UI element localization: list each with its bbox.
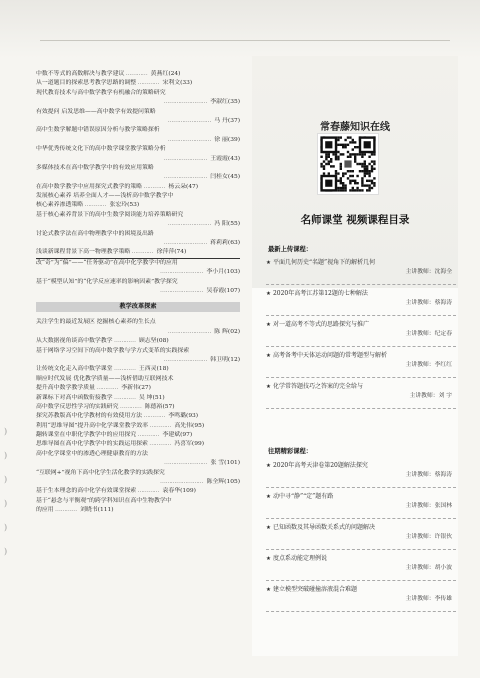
- toc-entry[interactable]: [36, 440, 240, 449]
- latest-courses-list: [266, 258, 456, 413]
- star-icon: ★: [266, 353, 271, 359]
- toc-entry[interactable]: [36, 126, 240, 135]
- course-item[interactable]: [266, 461, 456, 492]
- star-icon: ★: [266, 556, 271, 562]
- toc-entry-page: 张宏玲(53): [109, 202, 140, 209]
- toc-entry[interactable]: [36, 278, 240, 287]
- star-icon: ★: [266, 587, 271, 593]
- toc-entry-page: 蒋莉莉(63): [210, 240, 240, 247]
- toc-entry-title: 提升高中数学教学质量: [36, 385, 95, 392]
- toc-entry-title: 利用“思维导图”提升高中化学课堂教学效率: [36, 422, 149, 429]
- star-icon: ★: [266, 494, 271, 500]
- toc-leader-dots: …………: [136, 80, 161, 87]
- toc-entry-title: 基于核心素养背景下的高中生数学阅读能力培养策略研究: [36, 211, 184, 218]
- course-teacher: 主讲教师：许银伙: [405, 534, 452, 540]
- toc-entry-title: 基于网络学习空间下的高中数学教与学方式变革的实践探索: [36, 347, 190, 354]
- toc-entry[interactable]: [36, 337, 240, 346]
- toc-entry-title: 思维导图在高中化学教学中的实践运用探索: [36, 441, 148, 448]
- toc-entry[interactable]: [36, 422, 240, 431]
- toc-entry-title: 有效提问 启发思维——高中数学有效提问策略: [36, 108, 156, 115]
- course-title: 平面几何历史“名题”视角下的解析几何: [272, 259, 376, 266]
- course-teacher: 主讲教师：沈海全: [405, 269, 452, 275]
- toc-entry-page: 李淑红(35): [210, 99, 240, 106]
- toc-leader-dots: ……………………: [163, 240, 209, 247]
- toc-entry-title: “互联网+”视角下高中化学生活化教学的实践探究: [36, 469, 165, 476]
- binding-marks: ) ) ) ) ) ): [4, 427, 8, 556]
- toc-leader-dots: ……………………: [159, 269, 205, 276]
- toc-leader-dots: ……………………: [159, 479, 205, 486]
- toc-entry-page: 刘晓书(111): [79, 507, 114, 514]
- toc-entry[interactable]: [36, 248, 240, 258]
- star-icon: ★: [266, 463, 271, 469]
- toc-entry[interactable]: [36, 145, 240, 154]
- toc-entry-page: 宋利文(33): [162, 80, 193, 87]
- toc-leader-dots: …………: [130, 249, 155, 256]
- toc-entry[interactable]: [36, 375, 240, 384]
- toc-entry[interactable]: [36, 192, 240, 201]
- toc-entry-page: 李鸣璐(93): [168, 413, 199, 420]
- toc-entry-page: 马 丹(37): [214, 117, 240, 124]
- toc-entry-page: 冯 阳(55): [214, 221, 240, 228]
- toc-entry[interactable]: [36, 394, 240, 403]
- qr-code-icon[interactable]: [317, 133, 379, 195]
- star-icon: ★: [266, 260, 271, 266]
- toc-entry-title: 基于“悬念与平衡观”的跨学科知识在高中生物教学中: [36, 497, 172, 504]
- toc-entry-title: 中数不等式的高数解决与教学建议: [36, 71, 125, 77]
- course-teacher: 主讲教师：李传雄: [405, 596, 452, 602]
- toc-entry[interactable]: [36, 230, 240, 239]
- toc-entry[interactable]: [36, 506, 240, 515]
- dashed-divider: [266, 408, 456, 409]
- toc-entry-page: 冯喜军(99): [174, 441, 204, 448]
- toc-entry-page: 徐萍萍(74): [156, 249, 187, 256]
- toc-leader-dots: …………: [142, 183, 167, 190]
- toc-entry[interactable]: [36, 287, 240, 296]
- course-teacher: 主讲教师：李红红: [405, 362, 452, 368]
- dashed-divider: [266, 518, 456, 519]
- toc-entry[interactable]: [36, 497, 240, 506]
- course-item[interactable]: [266, 554, 456, 585]
- toc-entry-title: 现代教育技术与高中数学教学有机融合的策略研究: [36, 89, 166, 96]
- toc-entry-page: 韩卫明(12): [210, 356, 240, 363]
- toc-entry[interactable]: [36, 136, 240, 145]
- toc-entry[interactable]: [36, 89, 240, 98]
- toc-entry[interactable]: [36, 318, 240, 327]
- toc-entry-page: 陈德裕(57): [144, 403, 175, 410]
- toc-entry[interactable]: [36, 220, 240, 229]
- toc-entry[interactable]: [36, 239, 240, 248]
- toc-entry-page: 张 雪(101): [210, 460, 240, 467]
- toc-entry[interactable]: [36, 384, 240, 393]
- latest-courses-heading: 最新上传课程：: [268, 246, 313, 253]
- toc-entry-title: 多媒体技术在高中数学教学中的有效应用策略: [36, 164, 154, 171]
- course-title-line: [266, 585, 456, 595]
- course-title-line: [266, 461, 456, 471]
- toc-entry[interactable]: [36, 155, 240, 164]
- section-heading: 教学改革探索: [36, 302, 240, 312]
- toc-entry-page: 吴春霞(107): [206, 287, 240, 294]
- toc-leader-dots: …………: [148, 422, 173, 429]
- toc-entry[interactable]: [36, 328, 240, 337]
- course-item[interactable]: [266, 523, 456, 554]
- toc-entry-page: 王西灵(18): [138, 366, 169, 373]
- toc-entry-title: 高中生数学解题中错误原因分析与教学策略探析: [36, 127, 160, 134]
- course-item[interactable]: [266, 492, 456, 523]
- toc-leader-dots: ……………………: [163, 155, 209, 162]
- course-teacher: 主讲教师：胡小波: [405, 565, 452, 571]
- toc-entry[interactable]: [36, 201, 240, 210]
- toc-leader-dots: ……………………: [167, 136, 213, 143]
- brand-title: 常春藤知识在线: [320, 122, 390, 133]
- toc-entry-page: 徐 丽(39): [214, 136, 240, 143]
- toc-entry[interactable]: [36, 79, 240, 88]
- toc-entry[interactable]: [36, 412, 240, 421]
- dashed-divider: [266, 611, 456, 612]
- past-courses-list: [266, 461, 456, 616]
- toc-entry-page: 李建斌(97): [162, 432, 193, 439]
- toc-leader-dots: …………: [94, 385, 120, 392]
- course-item[interactable]: [266, 289, 456, 320]
- toc-entry-title: 从一道题目的探索思考教学思路的调整: [36, 80, 137, 87]
- toc-leader-dots: …………: [142, 413, 167, 420]
- dashed-divider: [266, 315, 456, 316]
- toc-entry[interactable]: [36, 183, 240, 192]
- toc-leader-dots: …………: [112, 366, 137, 373]
- toc-entry-title: 新课标下对高中函数衔接教学: [36, 394, 113, 401]
- toc-entry-title: 改“奇”为“偏”——“任务驱动”在高中化学教学中的应用: [36, 259, 178, 266]
- course-title: 动中寻“静”“定”题有路: [272, 493, 334, 500]
- course-title: 2020年高考天津卷第20题解法探究: [272, 462, 368, 469]
- toc-entry[interactable]: [36, 173, 240, 182]
- toc-entry-title: 浅谈新课程背景下高一物理教学策略: [36, 249, 131, 256]
- course-title-line: [266, 351, 456, 361]
- toc-entry[interactable]: [36, 450, 240, 459]
- course-teacher: 主讲教师：蔡海涛: [405, 300, 452, 306]
- course-item[interactable]: [266, 320, 456, 351]
- course-title: 2020年高考江苏第12题的七种解法: [272, 290, 368, 297]
- toc-entry[interactable]: [36, 459, 240, 468]
- top-rule: [40, 40, 450, 51]
- course-title-line: [266, 492, 456, 502]
- course-teacher: 主讲教师：纪定春: [405, 331, 452, 337]
- course-item[interactable]: [266, 382, 456, 413]
- toc-entry[interactable]: [36, 487, 240, 496]
- course-item[interactable]: [266, 351, 456, 382]
- toc-entry-page: 李小月(103): [206, 269, 240, 276]
- toc-entry-page: 黄燕红(24): [150, 71, 181, 77]
- course-teacher: 主讲教师：张国林: [405, 503, 452, 509]
- course-item[interactable]: [266, 585, 456, 616]
- dashed-divider: [266, 284, 456, 285]
- toc-entry-page: 李新伟(27): [121, 385, 151, 392]
- course-title: 建立模型突破碰撞溶液混合难题: [272, 586, 357, 593]
- toc-entry[interactable]: [36, 117, 240, 126]
- star-icon: ★: [266, 291, 271, 297]
- course-title-line: [266, 289, 456, 299]
- toc-leader-dots: …………: [112, 394, 137, 401]
- toc-entry-title: 关注学生的最近发展区 挖掘核心素养的生长点: [36, 319, 156, 326]
- toc-leader-dots: ……………………: [167, 221, 213, 228]
- toc-entry[interactable]: [36, 108, 240, 117]
- toc-entry[interactable]: [36, 211, 240, 220]
- past-courses-heading: 往期精彩课程：: [268, 448, 313, 455]
- toc-entry-title: 顺应时代发展 优化教学质量——浅析借助互联网技术: [36, 375, 174, 382]
- course-teacher: 主讲教师：刘 宇: [409, 393, 452, 399]
- toc-entry-title: 基于生本理念的高中化学有效课堂探索: [36, 488, 137, 495]
- toc-entry[interactable]: [36, 268, 240, 277]
- dashed-divider: [266, 580, 456, 581]
- toc-entry-title: 高中化学课堂中的渗透心理健康教育的方法: [36, 450, 148, 457]
- dashed-divider: [266, 549, 456, 550]
- toc-leader-dots: ……………………: [163, 356, 209, 363]
- toc-leader-dots: …………: [83, 202, 108, 209]
- toc-entry-page: 闫桂女(45): [210, 174, 240, 181]
- toc-entry[interactable]: [36, 259, 240, 268]
- toc-entry-title: 基于“模型认知”的“化学反应速率的影响因素”教学探究: [36, 278, 178, 285]
- toc-leader-dots: …………: [118, 403, 143, 410]
- toc-entry[interactable]: [36, 347, 240, 356]
- toc-entry-title: 在高中数学教学中应用探究式教学的策略: [36, 183, 143, 190]
- toc-entry[interactable]: [36, 469, 240, 478]
- toc-leader-dots: …………: [147, 441, 173, 448]
- star-icon: ★: [266, 322, 271, 328]
- toc-entry-page: 王霞霞(43): [210, 155, 240, 162]
- toc-entry-title: 发展核心素养 培养全面人才——浅析高中数学教学中: [36, 193, 174, 200]
- toc-entry[interactable]: [36, 478, 240, 487]
- toc-entry-page: 陈 辉(02): [214, 328, 240, 335]
- toc-leader-dots: ……………………: [164, 460, 209, 467]
- toc-leader-dots: …………: [53, 507, 78, 514]
- toc-entry[interactable]: [36, 98, 240, 107]
- toc-entry-title: 核心素养渗透策略: [36, 202, 84, 209]
- course-title: 已知函数及其导函数关系式的问题解决: [272, 524, 375, 531]
- toc-entry-page: 吴 坤(51): [138, 394, 165, 401]
- toc-entry-title: 中华优秀传统文化下的高中数学课堂教学策略分析: [36, 146, 166, 153]
- toc-leader-dots: ……………………: [167, 328, 213, 335]
- course-title: 化学常答题技巧之答案的完全给与: [272, 383, 363, 390]
- toc-leader-dots: …………: [124, 71, 149, 77]
- toc-entry[interactable]: [36, 365, 240, 374]
- toc-entry[interactable]: [36, 70, 240, 79]
- toc-entry-page: 袁春华(109): [162, 488, 196, 495]
- toc-leader-dots: ……………………: [163, 174, 209, 181]
- toc-entry-page: 高先伟(95): [174, 422, 205, 429]
- course-title-line: [266, 320, 456, 330]
- course-title-line: [266, 258, 456, 268]
- toc-leader-dots: ……………………: [167, 117, 213, 124]
- toc-entry-page: 陈全辉(105): [206, 479, 240, 486]
- course-title-line: [266, 523, 456, 533]
- toc-leader-dots: ……………………: [163, 99, 209, 106]
- course-title: 对一道高考不等式的思路探究与推广: [272, 321, 369, 328]
- toc-entry-title: 让传统文化走入高中数学课堂: [36, 366, 113, 373]
- toc-entry[interactable]: [36, 403, 240, 412]
- course-item[interactable]: [266, 258, 456, 289]
- toc-entry-title: 探究苏教版高中化学教材的有效使用方法: [36, 413, 143, 420]
- course-title-line: [266, 382, 456, 392]
- course-title-line: [266, 554, 456, 564]
- course-teacher: 主讲教师：蔡海涛: [405, 472, 452, 478]
- dashed-divider: [266, 346, 456, 347]
- toc-entry[interactable]: [36, 356, 240, 365]
- star-icon: ★: [266, 525, 271, 531]
- toc-leader-dots: ……………………: [159, 287, 205, 294]
- course-title: 高考备考中天体运动问题的常考题型与解析: [272, 352, 387, 359]
- dashed-divider: [266, 377, 456, 378]
- toc-entry-page: 顾志坚(08): [138, 338, 169, 345]
- toc-entry-title: 从大数据视角谈高中数学教学: [36, 338, 113, 345]
- toc-leader-dots: …………: [136, 432, 161, 439]
- toc-entry-title: 的应用: [36, 507, 54, 514]
- toc-leader-dots: …………: [112, 338, 137, 345]
- toc-entry-title: 翻转课堂在中职化学教学中的应用探究: [36, 432, 137, 439]
- toc-entry-title: 高中数学反思性学习的实践研究: [36, 403, 119, 410]
- course-catalog-title: 名师课堂 视频课程目录: [300, 214, 410, 226]
- toc-leader-dots: …………: [136, 488, 161, 495]
- toc-entry-page: 杨云朵(47): [168, 183, 199, 190]
- toc-entry-title: 讨论式教学法在高中物理教学中的困境及出路: [36, 230, 154, 237]
- toc-entry[interactable]: [36, 431, 240, 440]
- dashed-divider: [266, 487, 456, 488]
- toc-entry[interactable]: [36, 164, 240, 173]
- toc-column: [36, 70, 240, 516]
- course-title: 度点系动能定理例说: [272, 555, 327, 562]
- star-icon: ★: [266, 384, 271, 390]
